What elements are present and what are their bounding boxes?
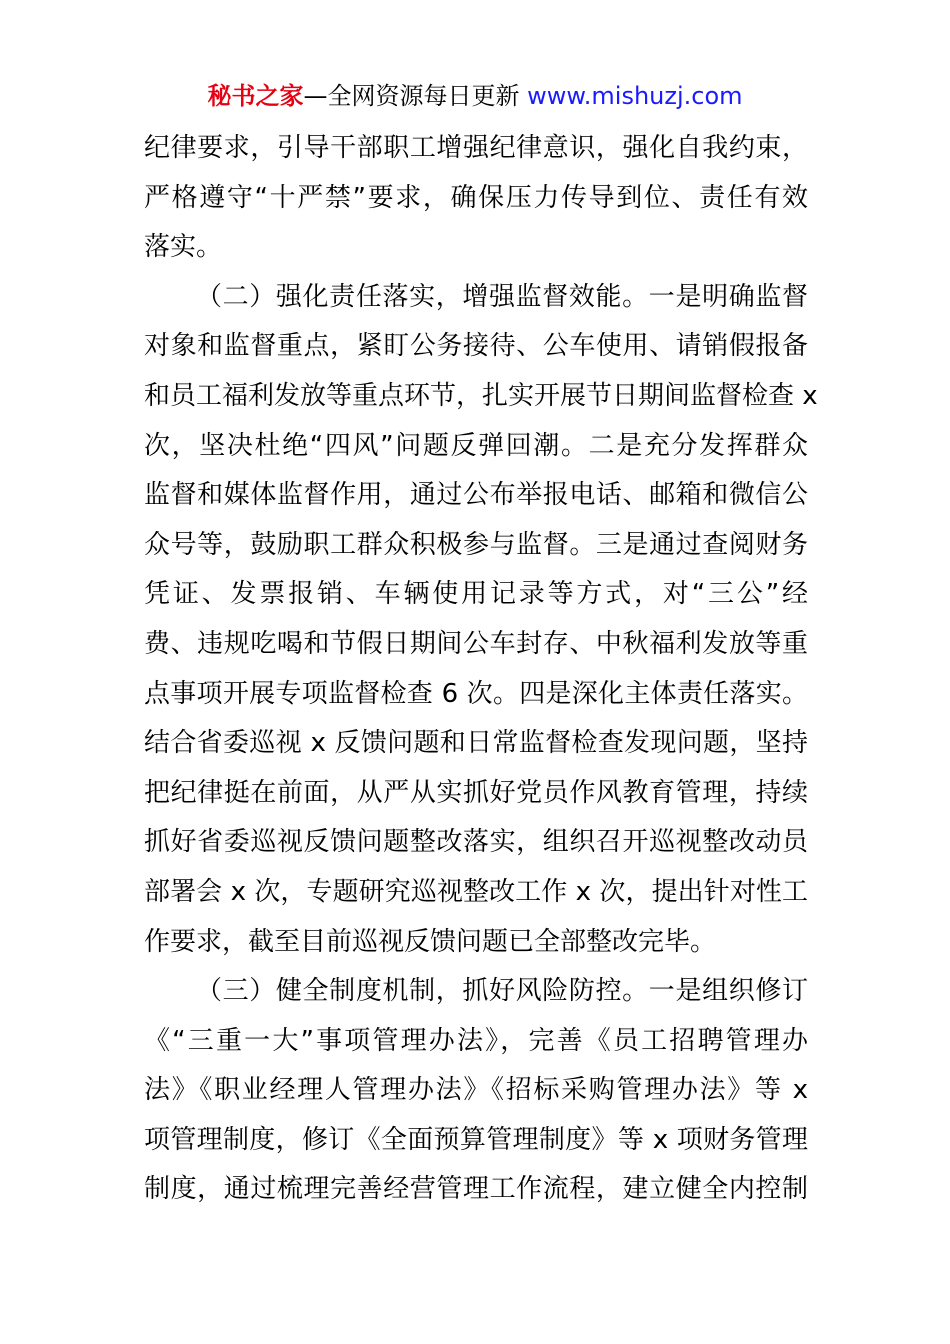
text-line: 抓好省委巡视反馈问题整改落实，组织召开巡视整改动员 [144, 827, 808, 858]
text-line: 次，坚决杜绝“四风”问题反弹回潮。二是充分发挥群众 [144, 430, 808, 461]
text-line: 落实。 [144, 232, 223, 263]
text-line: 项管理制度，修订《全面预算管理制度》等 x 项财务管理 [144, 1124, 808, 1155]
document-body [144, 124, 818, 1215]
text-line: 制度，通过梳理完善经营管理工作流程，建立健全内控制 [144, 1174, 808, 1205]
text-line: 纪律要求，引导干部职工增强纪律意识，强化自我约束， [144, 133, 808, 163]
text-line: 法》《职业经理人管理办法》《招标采购管理办法》等 x [144, 1075, 808, 1106]
text-line: 部署会 x 次，专题研究巡视整改工作 x 次，提出针对性工 [144, 876, 808, 907]
paragraph-heading-line: （二）强化责任落实，增强监督效能。一是明确监督 [196, 281, 808, 312]
site-header [0, 80, 950, 112]
text-line: 监督和媒体监督作用，通过公布举报电话、邮箱和微信公 [144, 480, 808, 511]
text-line: 众号等，鼓励职工群众积极参与监督。三是通过查阅财务 [144, 529, 808, 560]
text-line: 把纪律挺在前面，从严从实抓好党员作风教育管理，持续 [144, 777, 808, 808]
site-brand: 秘书之家 [207, 82, 304, 110]
text-line: 凭证、发票报销、车辆使用记录等方式，对“三公”经 [144, 579, 808, 610]
text-line: 点事项开展专项监督检查 6 次。四是深化主体责任落实。 [144, 678, 808, 709]
text-line: 《“三重一大”事项管理办法》，完善《员工招聘管理办 [144, 1025, 808, 1056]
paragraph-heading-line: （三）健全制度机制，抓好风险防控。一是组织修订 [196, 976, 808, 1007]
text-line: 结合省委巡视 x 反馈问题和日常监督检查发现问题，坚持 [144, 728, 808, 759]
site-tagline: —全网资源每日更新 [303, 82, 520, 110]
text-line: 费、违规吃喝和节假日期间公车封存、中秋福利发放等重 [144, 628, 808, 659]
text-line: 作要求，截至目前巡视反馈问题已全部整改完毕。 [144, 926, 717, 957]
text-line: 严格遵守“十严禁”要求，确保压力传导到位、责任有效 [144, 182, 808, 213]
text-line: 和员工福利发放等重点环节，扎实开展节日期间监督检查 x [144, 380, 818, 411]
site-url-link[interactable]: www.mishuzj.com [527, 82, 743, 110]
text-line: 对象和监督重点，紧盯公务接待、公车使用、请销假报备 [144, 331, 808, 362]
